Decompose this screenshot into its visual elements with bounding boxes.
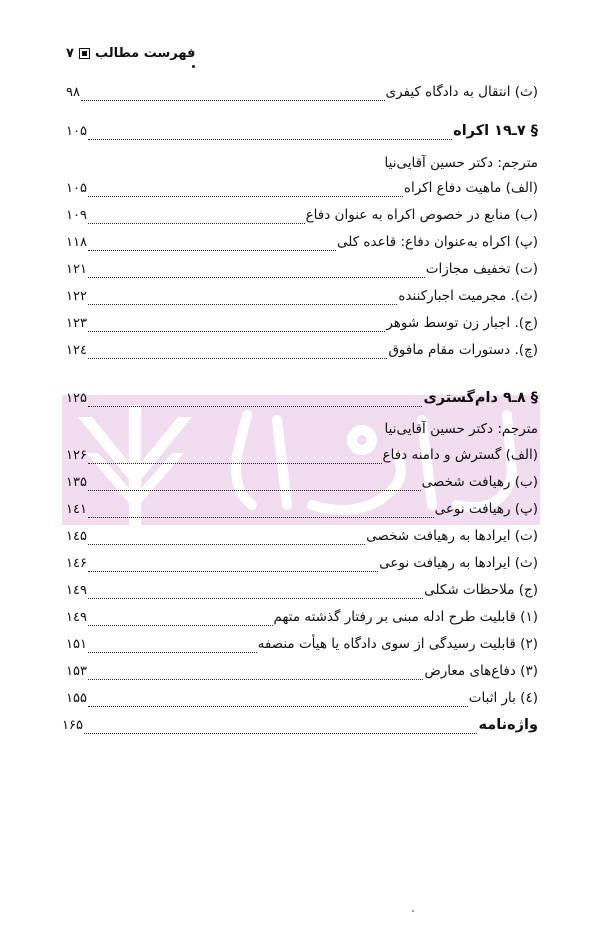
dot-leader	[84, 733, 477, 734]
dot-leader	[88, 304, 397, 305]
toc-entry-title: (ث) انتقال به دادگاه کیفری	[385, 84, 538, 100]
toc-entry-page: ۱۱۸	[66, 235, 87, 250]
toc-entry-title: § ۷ـ۱۹ اکراه	[453, 123, 538, 139]
toc-entry-title: (الف) گسترش و دامنه دفاع	[382, 447, 538, 463]
dot-leader	[88, 463, 382, 464]
toc-entry[interactable]	[66, 501, 538, 523]
dot-leader	[88, 544, 365, 545]
toc-entry[interactable]	[66, 663, 538, 685]
dot-leader	[88, 517, 434, 518]
toc-entry-page: ۱٤۵	[66, 529, 87, 544]
dot-leader	[88, 490, 421, 491]
toc-entry-page: ۱۲۳	[66, 316, 87, 331]
toc-entry-page: ۹۸	[66, 85, 80, 100]
toc-entry-page: ۱٤۹	[66, 610, 87, 625]
toc-entry-title: (۳) دفاع‌های معارض	[424, 663, 538, 679]
toc-entry-page: ۱۶۵	[62, 718, 83, 733]
running-head	[66, 46, 195, 61]
running-head-page-number: ۷	[66, 46, 74, 61]
toc-entry-page: ۱٤۹	[66, 583, 87, 598]
toc-entry[interactable]	[66, 474, 538, 496]
dot-leader	[88, 196, 403, 197]
toc-entry[interactable]	[66, 234, 538, 256]
toc-entry-title: (ج) ملاحظات شکلی	[424, 582, 538, 598]
dot-leader	[88, 331, 385, 332]
running-head-title: فهرست مطالب	[94, 46, 196, 61]
toc-entry-page: ۱۰۵	[66, 181, 87, 196]
toc-entry[interactable]	[66, 555, 538, 577]
toc-entry[interactable]	[66, 528, 538, 550]
toc-entry[interactable]	[66, 84, 538, 106]
toc-entry-title: واژه‌نامه	[478, 717, 538, 733]
toc-section-heading[interactable]	[66, 390, 538, 412]
toc-entry[interactable]	[66, 261, 538, 283]
dot-leader	[88, 679, 424, 680]
dot-leader	[88, 223, 305, 224]
toc-section-heading[interactable]	[62, 717, 538, 739]
toc-entry-title: (ت) تخفیف مجازات	[425, 261, 538, 277]
dot-leader	[88, 406, 423, 407]
toc-entry-title: (٤) بار اثبات	[468, 690, 538, 706]
toc-entry-page: ۱۵۱	[66, 637, 87, 652]
toc-entry-title: § ۸ـ۹ دام‌گستری	[423, 390, 538, 406]
toc-entry[interactable]	[66, 207, 538, 229]
toc-entry-title: (پ) اکراه به‌عنوان دفاع: قاعده کلی	[336, 234, 538, 250]
toc-section-heading[interactable]	[66, 123, 538, 145]
toc-entry-title: (الف) ماهیت دفاع اکراه	[403, 180, 538, 196]
toc-entry-page: ۱۲۶	[66, 448, 87, 463]
toc-entry[interactable]	[66, 342, 538, 364]
toc-entry-title: (ب) رهیافت شخصی	[421, 474, 538, 490]
dot-leader	[88, 277, 425, 278]
toc-entry[interactable]	[66, 636, 538, 658]
toc-entry-page: ۱۵۳	[66, 664, 87, 679]
toc-entry[interactable]	[66, 315, 538, 337]
toc-entry-title: (۲) قابلیت رسیدگی از سوی دادگاه یا هیأت منصفه	[257, 636, 538, 652]
scan-speck	[412, 910, 414, 912]
toc-entry-title: (ث). مجرمیت اجبارکننده	[398, 288, 538, 304]
toc-entry-page: ۱۰۹	[66, 208, 87, 223]
dot-leader	[88, 652, 257, 653]
toc-entry[interactable]	[66, 288, 538, 310]
toc-entry-title: (ج). اجبار زن توسط شوهر	[386, 315, 538, 331]
scan-speck	[192, 65, 195, 68]
toc-entry-title: (ت) ایرادها به رهیافت شخصی	[366, 528, 538, 544]
translator-credit: مترجم: دکتر حسین آقایی‌نیا	[384, 421, 538, 437]
dot-leader	[88, 625, 273, 626]
toc-entry[interactable]	[66, 609, 538, 631]
toc-entry-page: ۱۲۱	[66, 262, 87, 277]
toc-entry-page: ۱۰۵	[66, 124, 87, 139]
translator-credit: مترجم: دکتر حسین آقایی‌نیا	[384, 155, 538, 171]
dot-leader	[88, 706, 468, 707]
toc-entry[interactable]	[66, 180, 538, 202]
toc-entry[interactable]	[66, 690, 538, 712]
toc-entry-title: (۱) قابلیت طرح ادله مبنی بر رفتار گذشته متهم	[273, 609, 538, 625]
toc-entry-title: (چ). دستورات مقام مافوق	[388, 342, 538, 358]
toc-entry-page: ۱۲۲	[66, 289, 87, 304]
toc-entry-page: ۱۲٤	[66, 343, 87, 358]
toc-entry[interactable]	[66, 447, 538, 469]
dot-leader	[81, 100, 385, 101]
toc-entry[interactable]	[66, 582, 538, 604]
toc-entry-page: ۱٤۱	[66, 502, 87, 517]
toc-entry-page: ۱٤۶	[66, 556, 87, 571]
toc-entry-title: (ث) ایرادها به رهیافت نوعی	[379, 555, 538, 571]
dot-leader	[88, 139, 452, 140]
toc-entry-title: (پ) رهیافت نوعی	[434, 501, 538, 517]
dot-leader	[88, 571, 378, 572]
toc-entry-page: ۱۲۵	[66, 391, 87, 406]
dot-leader	[88, 250, 336, 251]
dot-leader	[88, 358, 388, 359]
toc-entry-page: ۱۳۵	[66, 475, 87, 490]
dot-leader	[88, 598, 423, 599]
toc-entry-page: ۱۵۵	[66, 691, 87, 706]
square-bullet-icon	[79, 48, 90, 59]
toc-entry-title: (ب) منابع در خصوص اکراه به عنوان دفاع	[305, 207, 538, 223]
